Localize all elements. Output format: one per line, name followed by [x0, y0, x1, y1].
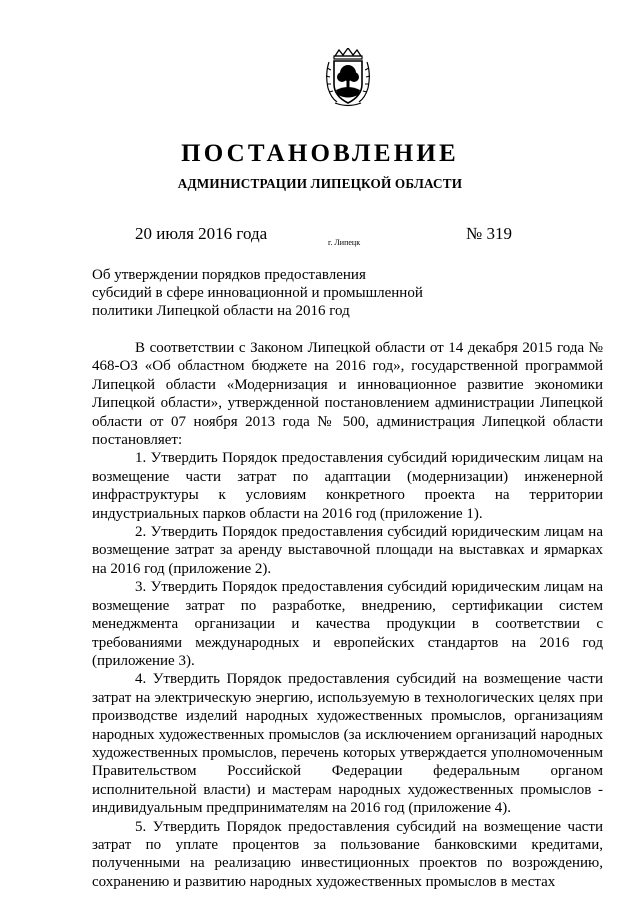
- document-body: [92, 339, 603, 891]
- clause-paragraph-2: 2. Утвердить Порядок предоставления субсидий юридическим лицам на возмещение затрат за аренду выставочной площади на выставках и ярмарках на 2016 год (приложение 2).: [92, 524, 603, 577]
- subject-line: Об утверждении порядков предоставления: [92, 267, 366, 283]
- document-city: г. Липецк: [328, 238, 361, 247]
- clause-paragraph-1: 1. Утвердить Порядок предоставления субсидий юридическим лицам на возмещение части затрат по адаптации (модернизации) инженерной инфраструктуры к условиям конкретного проекта на территории индустриальных парков области на 2016 год (приложение 1).: [92, 450, 603, 522]
- subject-line: субсидий в сфере инновационной и промышленной: [92, 285, 423, 301]
- subject-line: политики Липецкой области на 2016 год: [92, 303, 350, 319]
- preamble-paragraph: В соответствии с Законом Липецкой области от 14 декабря 2015 года № 468-ОЗ «Об областном бюджете на 2016 год», государственной программой Липецкой области «Модернизация и инновационное развитие экономики Липецкой области», утвержденной постановлением администрации Липецкой области от 07 ноября 2013 года № 500, администрация Липецкой области постановляет:: [92, 340, 603, 449]
- clause-paragraph-3: 3. Утвердить Порядок предоставления субсидий юридическим лицам на возмещение затрат по разработке, внедрению, сертификации систем менеджмента организации и качества продукции в соответствии с требованиями международных и европейских стандартов на 2016 год (приложение 3).: [92, 579, 603, 669]
- document-title: ПОСТАНОВЛЕНИЕ: [181, 140, 459, 167]
- clause-paragraph-4: 4. Утвердить Порядок предоставления субсидий на возмещение части затрат на электрическую энергию, используемую в технологических целях при производстве изделий народных художественных промыслов, организациям народных художественных промыслов (за исключением организаций народных художественных промыслов, перечень которых утверждается уполномоченным Правительством Российской Федерации федеральным органом исполнительной власти) и мастерам народных художественных промыслов - индивидуальным предпринимателям на 2016 год (приложение 4).: [92, 671, 603, 817]
- document-subject: [92, 266, 452, 320]
- coat-of-arms-emblem: [323, 48, 373, 108]
- document-number: № 319: [466, 224, 512, 243]
- issuing-authority: АДМИНИСТРАЦИИ ЛИПЕЦКОЙ ОБЛАСТИ: [177, 176, 463, 191]
- document-date: 20 июля 2016 года: [135, 224, 268, 243]
- clause-paragraph-5: 5. Утвердить Порядок предоставления субсидий на возмещение части затрат по уплате процентов за пользование банковскими кредитами, полученными на реализацию инвестиционных проектов по возрождению, сохранению и развитию народных художественных промыслов в местах: [92, 818, 603, 890]
